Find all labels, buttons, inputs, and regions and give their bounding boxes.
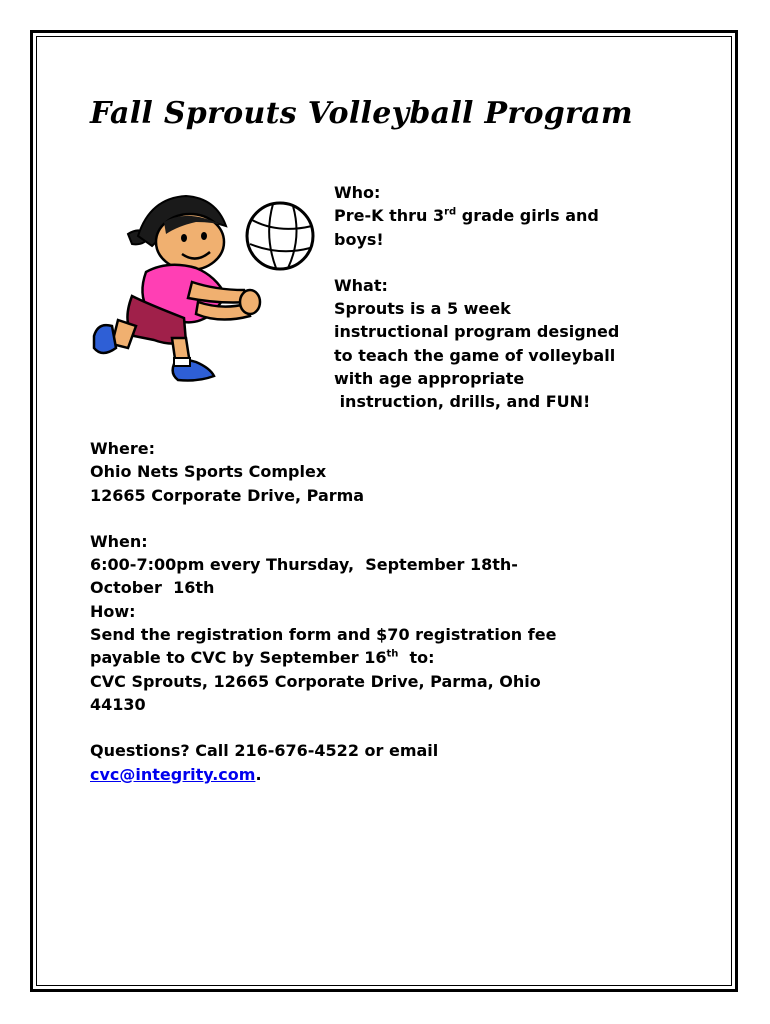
how-line-2-text: payable to CVC by September 16	[90, 648, 387, 668]
where-line: Ohio Nets Sports Complex	[90, 462, 327, 482]
details-section	[90, 437, 690, 786]
what-line: with age appropriate	[334, 369, 525, 389]
who-heading: Who:	[334, 183, 381, 202]
email-link[interactable]: cvc@integrity.com	[90, 764, 256, 784]
who-line-1	[334, 204, 664, 227]
what-heading: What:	[334, 275, 388, 295]
when-line: 6:00-7:00pm every Thursday, September 18th-	[90, 555, 518, 575]
how-line: Send the registration form and $70 registration fee	[90, 625, 557, 645]
volleyball-icon	[247, 203, 313, 269]
what-line: to teach the game of volleyball	[334, 345, 616, 365]
girl-volleyball-illustration	[88, 186, 328, 386]
what-line: Sprouts is a 5 week	[334, 299, 511, 319]
how-line-2-text-end: to:	[398, 648, 435, 668]
who-line-2: boys!	[334, 229, 384, 249]
how-heading: How:	[90, 601, 136, 621]
how-line	[90, 646, 690, 669]
where-line: 12665 Corporate Drive, Parma	[90, 485, 365, 505]
who-line-1-text-end: grade girls and	[456, 206, 599, 226]
flyer-title: Fall Sprouts Volleyball Program	[90, 96, 633, 131]
ordinal-suffix: th	[386, 649, 399, 661]
when-heading: When:	[90, 531, 148, 551]
how-line: 44130	[90, 694, 146, 714]
questions-line: Questions? Call 216-676-4522 or email	[90, 741, 439, 761]
email-trailing-period: .	[255, 764, 262, 784]
where-heading: Where:	[90, 439, 156, 458]
who-line-1-text: Pre-K thru 3	[334, 206, 445, 226]
when-line: October 16th	[90, 578, 215, 598]
email-line	[90, 763, 690, 786]
what-line: instruction, drills, and FUN!	[334, 392, 591, 412]
ordinal-suffix: rd	[444, 206, 457, 218]
what-line: instructional program designed	[334, 322, 620, 342]
who-what-section	[334, 181, 664, 414]
how-line: CVC Sprouts, 12665 Corporate Drive, Parma, Ohio	[90, 671, 541, 691]
